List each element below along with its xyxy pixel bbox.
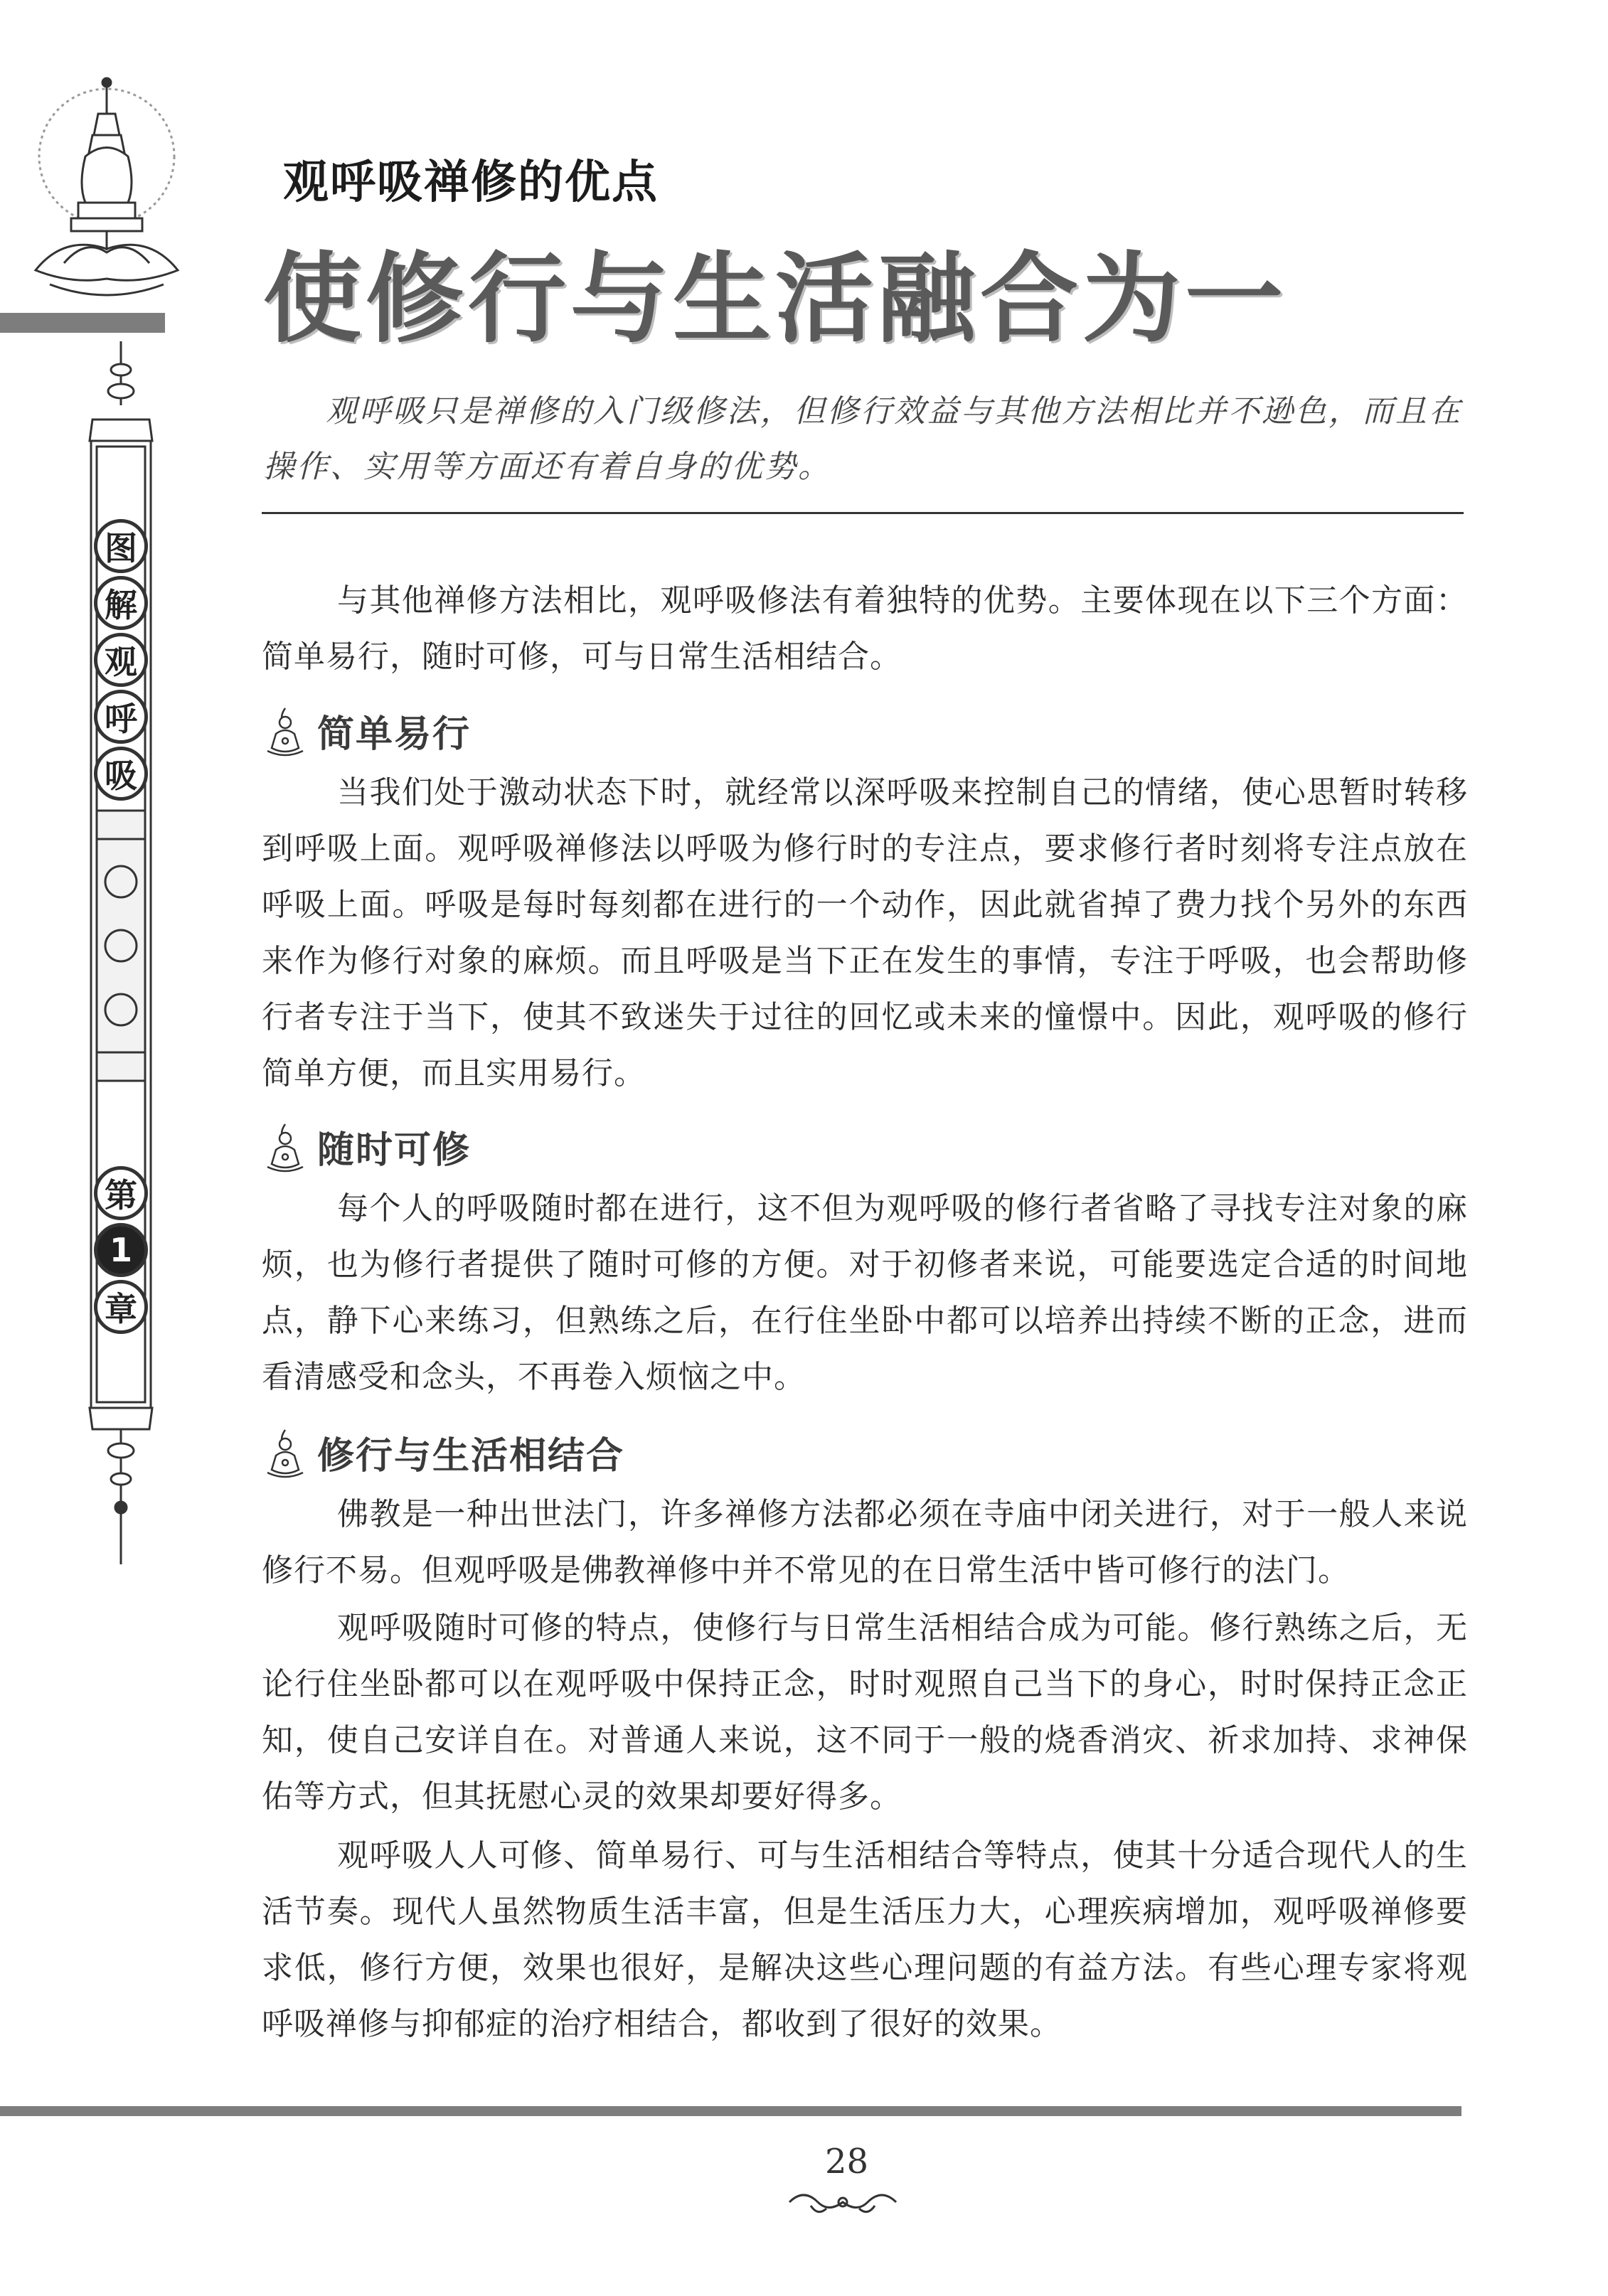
section-title: 随时可修 xyxy=(317,1128,472,1172)
body-paragraph: 每个人的呼吸随时都在进行，这不但为观呼吸的修行者省略了寻找专注对象的麻烦，也为修行者提供了随时可修的方便。对于初修者来说，可能要选定合适的时间地点，静下心来练习，但熟练之后，在行住坐卧中都可以培养出持续不断的正念，进而看清感受和念头，不再卷入烦恼之中。 xyxy=(262,1190,1468,1395)
kicker-heading: 观呼吸禅修的优点 xyxy=(283,156,659,209)
sidebar-book-char: 解 xyxy=(94,576,148,630)
sidebar-book-char: 观 xyxy=(94,633,148,687)
meditating-buddha-icon xyxy=(263,705,307,757)
section-heading xyxy=(263,704,471,757)
stupa-lotus-icon xyxy=(21,71,192,306)
intro-text: 观呼吸只是禅修的入门级修法，但修行效益与其他方法相比并不逊色，而且在操作、实用等方面还有着自身的优势。 xyxy=(263,393,1462,485)
body-paragraph: 当我们处于激动状态下时，就经常以深呼吸来控制自己的情绪，使心思暂时转移到呼吸上面。观呼吸禅修法以呼吸为修行时的专注点，要求修行者时刻将专注点放在呼吸上面。呼吸是每时每刻都在进行的一个动作，因此就省掉了费力找个另外的东西来作为修行对象的麻烦。而且呼吸是当下正在发生的事情，专注于呼吸，也会帮助修行者专注于当下，使其不致迷失于过往的回忆或未来的憧憬中。因此，观呼吸的修行简单方便，而且实用易行。 xyxy=(262,774,1468,1091)
ornament-swirl-icon xyxy=(782,2184,903,2220)
sidebar-chapter-char: 章 xyxy=(94,1280,148,1334)
section-heading xyxy=(263,1426,624,1479)
sidebar-book-char: 吸 xyxy=(94,747,148,801)
divider xyxy=(262,512,1464,514)
body-paragraph: 观呼吸人人可修、简单易行、可与生活相结合等特点，使其十分适合现代人的生活节奏。现代人虽然物质生活丰富，但是生活压力大，心理疾病增加，观呼吸禅修要求低，修行方便，效果也很好，是解决这些心理问题的有益方法。有些心理专家将观呼吸禅修与抑郁症的治疗相结合，都收到了很好的效果。 xyxy=(262,1837,1468,2042)
top-left-band xyxy=(0,313,165,333)
page-number: 28 xyxy=(825,2142,869,2182)
meditating-buddha-icon xyxy=(263,1121,307,1173)
meditating-buddha-icon xyxy=(263,1427,307,1478)
sidebar-chapter-char: 第 xyxy=(94,1166,148,1220)
section-title: 修行与生活相结合 xyxy=(317,1434,625,1478)
sidebar-book-char: 图 xyxy=(94,519,148,573)
section-heading xyxy=(263,1120,471,1173)
section-title: 简单易行 xyxy=(317,712,472,756)
sidebar-book-char: 呼 xyxy=(94,690,148,744)
body-paragraph: 观呼吸随时可修的特点，使修行与日常生活相结合成为可能。修行熟练之后，无论行住坐卧都可以在观呼吸中保持正念，时时观照自己当下的身心，时时保持正念正知，使自己安详自在。对普通人来说，这不同于一般的烧香消灾、祈求加持、求神保佑等方式，但其抚慰心灵的效果却要好得多。 xyxy=(262,1610,1468,1815)
bottom-band xyxy=(0,2106,1461,2116)
body-paragraph: 佛教是一种出世法门，许多禅修方法都必须在寺庙中闭关进行，对于一般人来说修行不易。但观呼吸是佛教禅修中并不常见的在日常生活中皆可修行的法门。 xyxy=(262,1496,1468,1588)
body-paragraph: 与其他禅修方法相比，观呼吸修法有着独特的优势。主要体现在以下三个方面：简单易行，随时可修，可与日常生活相结合。 xyxy=(262,582,1468,675)
sidebar-chapter-number: 1 xyxy=(94,1223,148,1277)
page-title: 使修行与生活融合为一 xyxy=(263,242,1288,356)
